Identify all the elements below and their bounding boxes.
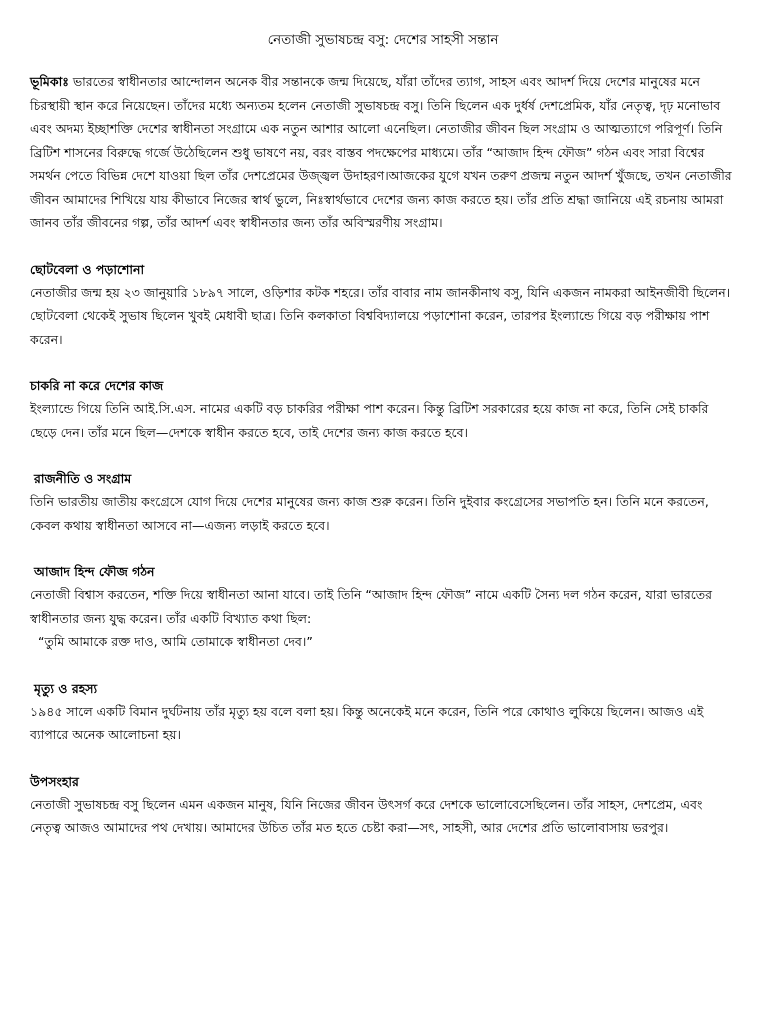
section-ina bbox=[30, 561, 736, 654]
section-heading: আজাদ হিন্দ ফৌজ গঠন bbox=[34, 564, 155, 579]
section-conclusion bbox=[30, 771, 736, 840]
section-text: ১৯৪৫ সালে একটি বিমান দুর্ঘটনায় তাঁর মৃত্যু হয় বলে বলা হয়। কিন্তু অনেকেই মনে করেন, তিনি পরে কোথাও লুকিয়ে ছিলেন। আজও এই ব্যাপারে অনেক আলোচনা হয়। bbox=[30, 703, 704, 742]
section-heading: উপসংহার bbox=[30, 773, 79, 789]
intro-paragraph bbox=[30, 70, 736, 235]
section-text: নেতাজীর জন্ম হয় ২৩ জানুয়ারি ১৮৯৭ সালে, ওড়িশার কটক শহরে। তাঁর বাবার নাম জানকীনাথ বসু, যিনি একজন নামকরা আইনজীবী ছিলেন। ছোটবেলা থেকেই সুভাষ ছিলেন খুবই মেধাবী ছাত্র। তিনি কলকাতা বিশ্ববিদ্যালয়ে পড়াশোনা করেন, তারপর ইংল্যান্ডে গিয়ে বড় পরীক্ষায় পাশ করেন। bbox=[30, 284, 731, 347]
section-text: ইংল্যান্ডে গিয়ে তিনি আই.সি.এস. নামের একটি বড় চাকরির পরীক্ষা পাশ করেন। কিন্তু ব্রিটিশ সরকারের হয়ে কাজ না করে, তিনি সেই চাকরি ছেড়ে দেন। তাঁর মনে ছিল—দেশকে স্বাধীন করতে হবে, তাই দেশের জন্য কাজ করতে হবে। bbox=[30, 401, 709, 440]
section-career bbox=[30, 375, 736, 444]
section-politics bbox=[30, 468, 736, 537]
section-heading: ছোটবেলা ও পড়াশোনা bbox=[30, 261, 145, 277]
section-heading: রাজনীতি ও সংগ্রাম bbox=[34, 471, 132, 486]
document-title: নেতাজী সুভাষচন্দ্র বসু: দেশের সাহসী সন্তান bbox=[267, 32, 499, 48]
intro-label: ভূমিকাঃ bbox=[30, 74, 69, 89]
section-heading: মৃত্যু ও রহস্য bbox=[34, 680, 98, 696]
section-text: নেতাজী সুভাষচন্দ্র বসু ছিলেন এমন একজন মানুষ, যিনি নিজের জীবন উৎসর্গ করে দেশকে ভালোবেসেছিলেন। তাঁর সাহস, দেশপ্রেম, এবং নেতৃত্ব আজও আমাদের পথ দেখায়। আমাদের উচিত তাঁর মত হতে চেষ্টা করা—সৎ, সাহসী, আর দেশের প্রতি ভালোবাসায় ভরপুর। bbox=[30, 796, 703, 835]
section-heading: চাকরি না করে দেশের কাজ bbox=[30, 378, 164, 393]
intro-text: ভারতের স্বাধীনতার আন্দোলন অনেক বীর সন্তানকে জন্ম দিয়েছে, যাঁরা তাঁদের ত্যাগ, সাহস এবং আদর্শ দিয়ে দেশের মানুষের মনে চিরস্থায়ী স্থান করে নিয়েছেন। তাঁদের মধ্যে অন্যতম হলেন নেতাজী সুভাষচন্দ্র বসু। তিনি ছিলেন এক দুর্ধর্ষ দেশপ্রেমিক, যাঁর নেতৃত্ব, দৃঢ় মনোভাব এবং অদম্য ইচ্ছাশক্তি দেশের স্বাধীনতা সংগ্রামে এক নতুন আশার আলো এনেছিল। নেতাজীর জীবন ছিল সংগ্রাম ও আত্মত্যাগে পরিপূর্ণ। তিনি ব্রিটিশ শাসনের বিরুদ্ধে গর্জে উঠেছিলেন শুধু ভাষণে নয়, বরং বাস্তব পদক্ষেপের মাধ্যমে। তাঁর “আজাদ হিন্দ ফৌজ” গঠন এবং সারা বিশ্বের সমর্থন পেতে বিভিন্ন দেশে যাওয়া ছিল তাঁর দেশপ্রেমের উজ্জ্বল উদাহরণ।আজকের যুগে যখন তরুণ প্রজন্ম নতুন আদর্শ খুঁজছে, তখন নেতাজীর জীবন আমাদের শিখিয়ে যায় কীভাবে নিজের স্বার্থ ভুলে, নিঃস্বার্থভাবে দেশের জন্য কাজ করতে হয়। তাঁর প্রতি শ্রদ্ধা জানিয়ে এই রচনায় আমরা জানব তাঁর জীবনের গল্প, তাঁর আদর্শ এবং স্বাধীনতার জন্য তাঁর অবিস্মরণীয় সংগ্রাম। bbox=[30, 74, 732, 230]
section-text bbox=[30, 583, 736, 654]
section-childhood bbox=[30, 259, 736, 352]
document-page bbox=[30, 30, 736, 840]
famous-quote: “তুমি আমাকে রক্ত দাও, আমি তোমাকে স্বাধীনতা দেব।” bbox=[38, 634, 313, 649]
section-death bbox=[30, 678, 736, 747]
section-text: তিনি ভারতীয় জাতীয় কংগ্রেসে যোগ দিয়ে দেশের মানুষের জন্য কাজ শুরু করেন। তিনি দুইবার কংগ্রেসের সভাপতি হন। তিনি মনে করতেন, কেবল কথায় স্বাধীনতা আসবে না—এজন্য লড়াই করতে হবে। bbox=[30, 494, 709, 533]
section-text-body: নেতাজী বিশ্বাস করতেন, শক্তি দিয়ে স্বাধীনতা আনা যাবে। তাই তিনি “আজাদ হিন্দ ফৌজ” নামে একটি সৈন্য দল গঠন করেন, যারা ভারতের স্বাধীনতার জন্য যুদ্ধ করেন। তাঁর একটি বিখ্যাত কথা ছিল: bbox=[30, 587, 712, 626]
